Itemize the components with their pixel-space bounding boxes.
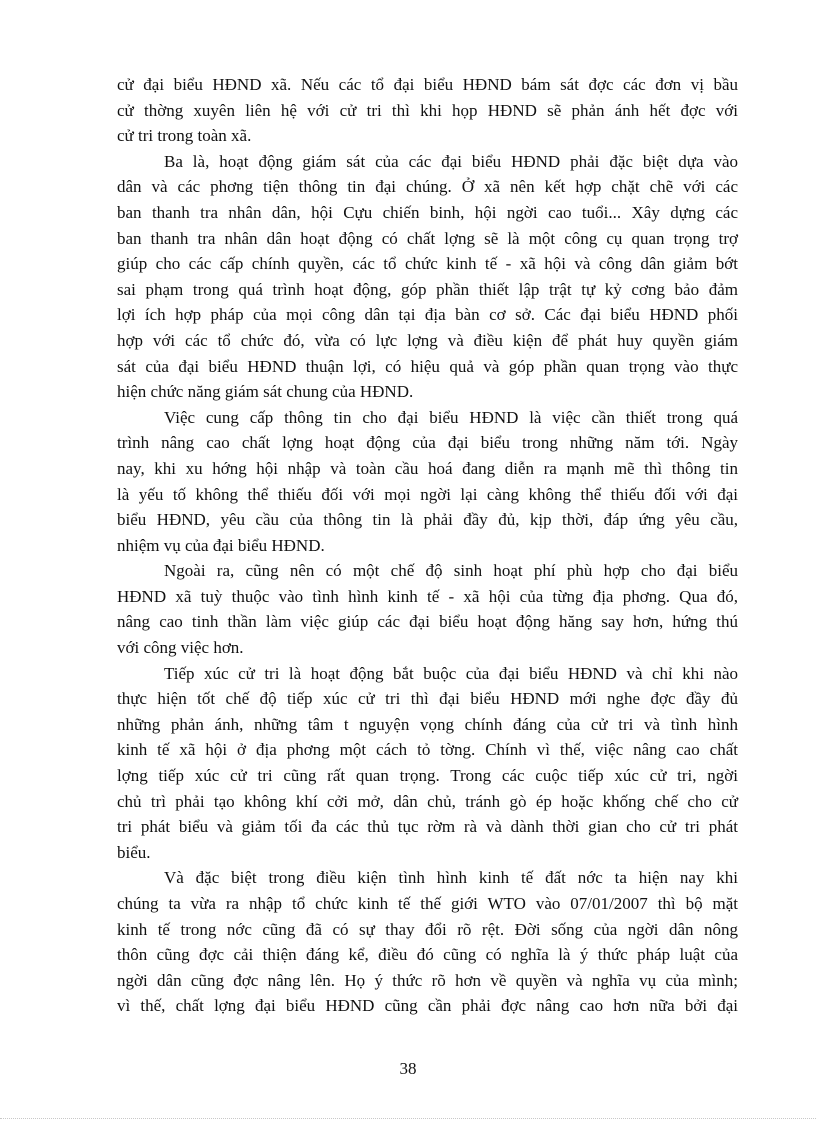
text-line: hiện chức năng giám sát chung của HĐND. (117, 382, 414, 402)
text-line: những phản ánh, những tâm t nguyện vọng chính đáng của cử tri và tình hình (117, 714, 738, 734)
text-line: cử đại biểu HĐND xã. Nếu các tổ đại biểu HĐND bám sát đợc các đơn vị bầu (117, 75, 738, 94)
text-line: nhiệm vụ của đại biểu HĐND. (117, 535, 325, 555)
paragraph (117, 865, 738, 1019)
text-line: với công việc hơn. (117, 638, 244, 658)
text-line: Ba là, hoạt động giám sát của các đại biểu HĐND phải đặc biệt dựa vào (164, 151, 738, 171)
text-line: cử tri trong toàn xã. (117, 126, 252, 146)
document-body (117, 72, 738, 1019)
page-bottom-divider (0, 1118, 816, 1119)
text-line: Ngoài ra, cũng nên có một chế độ sinh hoạt phí phù hợp cho đại biểu (164, 561, 738, 581)
text-line: nâng cao tinh thần làm việc giúp các đại biểu hoạt động hăng say hơn, hứng thú (117, 612, 738, 632)
paragraph (117, 661, 738, 866)
text-line: sai phạm trong quá trình hoạt động, góp phần thiết lập trật tự kỷ cơng bảo đảm (117, 279, 738, 299)
text-line: tri phát biểu và giảm tối đa các thủ tục rờm rà và dành thời gian cho cử tri phát (117, 817, 738, 837)
paragraph (117, 405, 738, 559)
text-line: chúng ta vừa ra nhập tổ chức kinh tế thế giới WTO vào 07/01/2007 thì bộ mặt (117, 894, 738, 913)
text-line: HĐND xã tuỳ thuộc vào tình hình kinh tế - xã hội của từng địa phơng. Qua đó, (117, 586, 738, 606)
text-line: dân và các phơng tiện thông tin đại chúng. Ở xã nên kết hợp chặt chẽ với các (117, 177, 738, 197)
text-line: Việc cung cấp thông tin cho đại biểu HĐND là việc cần thiết trong quá (164, 407, 738, 427)
paragraph (117, 149, 738, 405)
text-line: kinh tế trong nớc cũng đã có sự thay đổi rõ rệt. Đời sống của ngời dân nông (117, 919, 738, 939)
text-line: trình nâng cao chất lợng hoạt động của đại biểu trong những năm tới. Ngày (117, 433, 738, 453)
text-line: Và đặc biệt trong điều kiện tình hình kinh tế đất nớc ta hiện nay khi (164, 868, 738, 888)
page-number: 38 (399, 1059, 417, 1078)
text-line: giúp cho các cấp chính quyền, các tổ chức kinh tế - xã hội và công dân giảm bớt (117, 254, 738, 274)
text-line: thôn cũng đợc cải thiện đáng kể, điều đó cũng có nghĩa là ý thức pháp luật của (117, 945, 738, 965)
text-line: lợng tiếp xúc cử tri cũng rất quan trọng. Trong các cuộc tiếp xúc cử tri, ngời (117, 766, 738, 786)
text-line: nay, khi xu hớng hội nhập và toàn cầu hoá đang diễn ra mạnh mẽ thì thông tin (117, 458, 738, 478)
paragraph (117, 72, 738, 149)
text-line: là yếu tố không thể thiếu đối với mọi ngời lại càng không thể thiếu đối với đại (117, 484, 738, 504)
text-line: kinh tế xã hội ở địa phơng một cách tỏ tờng. Chính vì thế, việc nâng cao chất (117, 740, 738, 760)
text-line: chủ trì phải tạo không khí cởi mở, dân chủ, tránh gò ép hoặc khống chế cho cử (117, 791, 738, 811)
paragraph (117, 558, 738, 660)
text-line: ban thanh tra nhân dân hoạt động có chất lợng sẽ là một công cụ quan trọng trợ (117, 228, 738, 248)
text-line: lợi ích hợp pháp của mọi công dân tại địa bàn cơ sở. Các đại biểu HĐND phối (117, 305, 738, 325)
text-line: ban thanh tra nhân dân, hội Cựu chiến binh, hội ngời cao tuổi... Xây dựng các (117, 202, 738, 222)
text-line: hợp với các tổ chức đó, vừa có lực lợng và điều kiện để phát huy quyền giám (117, 330, 738, 350)
text-line: ngời dân cũng đợc nâng lên. Họ ý thức rõ hơn về quyền và nghĩa vụ của mình; (117, 970, 738, 990)
text-line: Tiếp xúc cử tri là hoạt động bắt buộc của đại biểu HĐND và chỉ khi nào (164, 663, 738, 683)
text-line: thực hiện tốt chế độ tiếp xúc cử tri thì đại biểu HĐND mới nghe đợc đầy đủ (117, 689, 738, 709)
text-line: vì thế, chất lợng đại biểu HĐND cũng cần phải đợc nâng cao hơn nữa bởi đại (117, 996, 738, 1016)
text-line: cử thờng xuyên liên hệ với cử tri thì khi họp HĐND sẽ phản ánh hết đợc với (117, 100, 738, 120)
text-line: biểu HĐND, yêu cầu của thông tin là phải đầy đủ, kịp thời, đáp ứng yêu cầu, (117, 510, 738, 530)
text-line: biểu. (117, 842, 151, 862)
text-line: sát của đại biểu HĐND thuận lợi, có hiệu quả và góp phần quan trọng vào thực (117, 356, 738, 376)
